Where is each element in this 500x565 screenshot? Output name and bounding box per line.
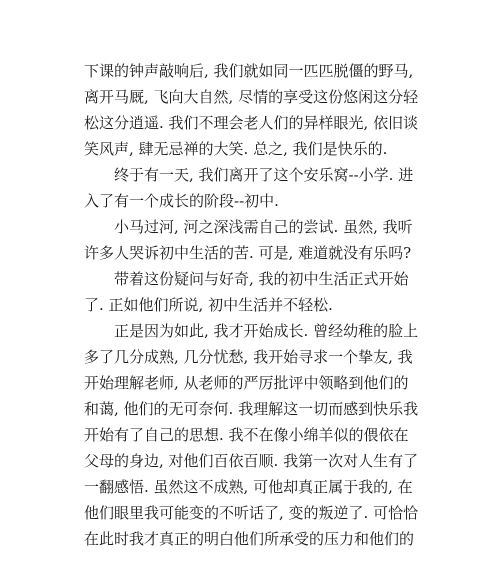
text-line: 小马过河, 河之深浅需自己的尝试. 虽然, 我听 <box>114 218 413 236</box>
text-line: 多了几分成熟, 几分忧愁, 我开始寻求一个挚友, 我 <box>84 348 413 366</box>
text-line: 正是因为如此, 我才开始成长. 曾经幼稚的脸上 <box>114 322 419 340</box>
text-line: 了. 正如他们所说, 初中生活并不轻松. <box>84 296 333 314</box>
text-line: 父母的身边, 对他们百依百顺. 我第一次对人生有了 <box>84 452 419 470</box>
text-line: 下课的钟声敲响后, 我们就如同一匹匹脱僵的野马, <box>84 62 414 80</box>
text-line: 许多人哭诉初中生活的苦. 可是, 难道就没有乐吗? <box>84 244 412 262</box>
text-line: 开始理解老师, 从老师的严厉批评中领略到他们的 <box>84 374 409 392</box>
text-line: 他们眼里我可能变的不听话了, 变的叛逆了. 可恰恰 <box>84 504 419 522</box>
text-line: 一翻感悟. 虽然这不成熟, 可他却真正属于我的, 在 <box>84 478 413 496</box>
text-line: 终于有一天, 我们离开了这个安乐窝--小学. 进 <box>114 166 414 184</box>
text-line: 开始有了自己的思想. 我不在像小绵羊似的偎依在 <box>84 426 409 444</box>
text-line: 入了有一个成长的阶段--初中. <box>84 192 279 210</box>
text-line: 带着这份疑问与好奇, 我的初中生活正式开始 <box>114 270 409 288</box>
essay-text <box>84 58 424 552</box>
text-line: 笑风声, 肆无忌禅的大笑. 总之, 我们是快乐的. <box>84 140 388 158</box>
text-line: 和蔼, 他们的无可奈何. 我理解这一切而感到快乐我 <box>84 400 419 418</box>
text-line: 松这分逍遥. 我们不理会老人们的异样眼光, 依旧谈 <box>84 114 419 132</box>
text-line: 离开马厩, 飞向大自然, 尽情的享受这份悠闲这分轻 <box>84 88 419 106</box>
text-line: 在此时我才真正的明白他们所承受的压力和他们的 <box>84 530 415 548</box>
